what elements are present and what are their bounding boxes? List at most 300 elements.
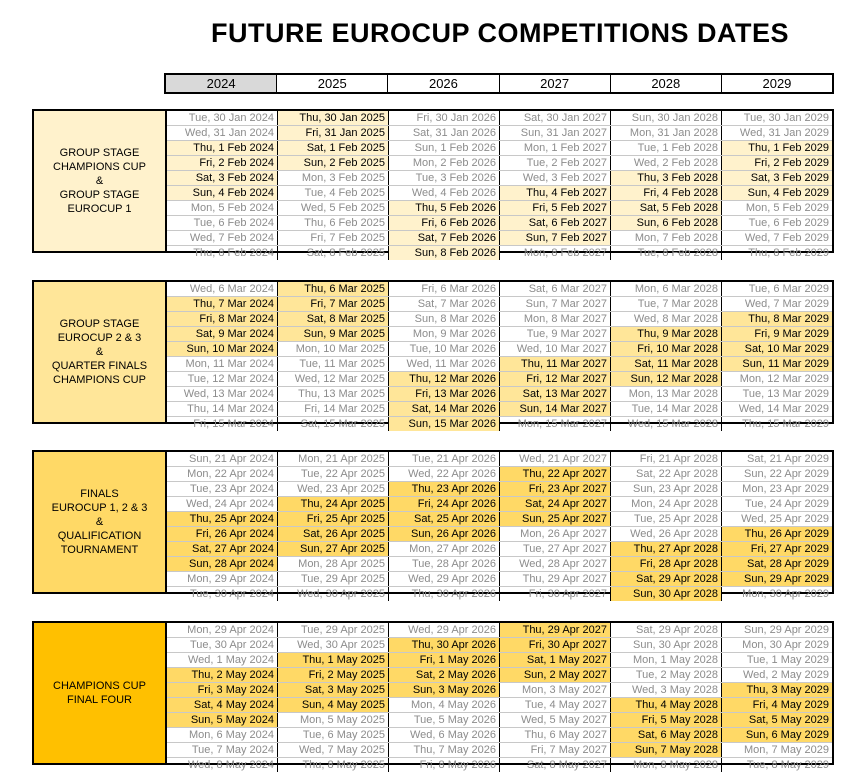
date-cell: Mon, 8 Mar 2027 <box>499 312 610 326</box>
year-2027-header: 2027 <box>499 75 610 92</box>
table-row <box>167 652 832 667</box>
date-cell: Thu, 29 Apr 2027 <box>499 572 610 586</box>
date-cell: Mon, 6 Mar 2028 <box>610 282 721 296</box>
date-cell: Sun, 4 Feb 2024 <box>167 186 277 200</box>
table-row <box>167 541 832 556</box>
date-cell: Sun, 30 Apr 2028 <box>610 587 721 601</box>
table-row <box>167 526 832 541</box>
date-cell: Wed, 3 Feb 2027 <box>499 171 610 185</box>
date-cell: Fri, 23 Apr 2027 <box>499 482 610 496</box>
date-cell: Fri, 5 May 2028 <box>610 713 721 727</box>
date-cell: Sat, 31 Jan 2026 <box>388 126 499 140</box>
date-cell: Tue, 2 Feb 2027 <box>499 156 610 170</box>
date-cell: Tue, 29 Apr 2025 <box>277 623 388 637</box>
table-row <box>167 757 832 772</box>
date-cell: Fri, 5 Feb 2027 <box>499 201 610 215</box>
table-row <box>167 185 832 200</box>
table-row <box>167 111 832 125</box>
date-cell: Thu, 27 Apr 2028 <box>610 542 721 556</box>
table-row <box>167 697 832 712</box>
date-cell: Thu, 1 May 2025 <box>277 653 388 667</box>
date-cell: Mon, 12 Mar 2029 <box>721 372 832 386</box>
table-row <box>167 170 832 185</box>
date-cell: Tue, 25 Apr 2028 <box>610 512 721 526</box>
table-row <box>167 296 832 311</box>
date-cell: Thu, 9 Mar 2028 <box>610 327 721 341</box>
date-cell: Sat, 8 Mar 2025 <box>277 312 388 326</box>
date-cell: Wed, 3 May 2028 <box>610 683 721 697</box>
date-cell: Sun, 28 Apr 2024 <box>167 557 277 571</box>
date-cell: Mon, 30 Apr 2029 <box>721 587 832 601</box>
date-cell: Wed, 24 Apr 2024 <box>186 498 274 510</box>
date-cell: Sat, 27 Apr 2024 <box>167 542 277 556</box>
date-cell: Sun, 30 Apr 2028 <box>610 638 721 652</box>
section-group-stage-eurocup-2-3 <box>32 280 834 430</box>
date-cell: Sun, 4 May 2025 <box>277 698 388 712</box>
date-cell: Tue, 2 May 2028 <box>610 668 721 682</box>
date-cell: Wed, 28 Apr 2027 <box>499 557 610 571</box>
date-cell: Mon, 6 May 2024 <box>189 729 274 741</box>
date-cell: Sun, 2 Feb 2025 <box>277 156 388 170</box>
date-cell: Sun, 29 Apr 2029 <box>721 572 832 586</box>
date-cell: Sat, 1 May 2027 <box>499 653 610 667</box>
table-row <box>167 140 832 155</box>
date-cell: Mon, 8 Feb 2027 <box>499 246 610 260</box>
date-cell: Thu, 23 Apr 2026 <box>388 482 499 496</box>
page-title: FUTURE EUROCUP COMPETITIONS DATES <box>210 18 790 48</box>
date-cell: Thu, 5 Feb 2026 <box>388 201 499 215</box>
date-cell: Sat, 13 Mar 2027 <box>499 387 610 401</box>
date-cell: Sat, 22 Apr 2028 <box>610 467 721 481</box>
date-cell: Fri, 26 Apr 2024 <box>167 527 277 541</box>
date-cell: Tue, 4 May 2027 <box>499 698 610 712</box>
date-cell: Sun, 10 Mar 2024 <box>167 342 277 356</box>
date-cell: Wed, 7 Mar 2029 <box>721 297 832 311</box>
date-cell: Wed, 29 Apr 2026 <box>388 572 499 586</box>
date-cell: Mon, 1 May 2028 <box>610 653 721 667</box>
table-row <box>167 341 832 356</box>
date-cell: Mon, 4 May 2026 <box>388 698 499 712</box>
table-row <box>167 401 832 416</box>
date-cell: Fri, 13 Mar 2026 <box>388 387 499 401</box>
date-cell: Wed, 14 Mar 2029 <box>721 402 832 416</box>
table-row <box>167 386 832 401</box>
section-label: GROUP STAGE CHAMPIONS CUP & GROUP STAGE EUROCUP 1 <box>34 111 167 251</box>
year-2029-header: 2029 <box>721 75 832 92</box>
date-cell: Wed, 22 Apr 2026 <box>388 467 499 481</box>
date-cell: Mon, 10 Mar 2025 <box>277 342 388 356</box>
date-cell: Fri, 6 Feb 2026 <box>388 216 499 230</box>
date-cell: Sun, 7 Feb 2027 <box>499 231 610 245</box>
date-cell: Thu, 11 Mar 2027 <box>499 357 610 371</box>
table-row <box>167 623 832 637</box>
table-row <box>167 466 832 481</box>
date-cell: Sat, 3 May 2025 <box>277 683 388 697</box>
date-cell: Thu, 29 Apr 2027 <box>499 623 610 637</box>
date-cell: Fri, 3 May 2024 <box>167 683 277 697</box>
date-cell: Thu, 4 Feb 2027 <box>499 186 610 200</box>
date-cell: Thu, 3 May 2029 <box>721 683 832 697</box>
date-cell: Mon, 31 Jan 2028 <box>610 126 721 140</box>
date-cell: Wed, 12 Mar 2025 <box>277 372 388 386</box>
date-cell: Mon, 29 Apr 2024 <box>187 573 274 585</box>
date-cell: Sat, 2 May 2026 <box>388 668 499 682</box>
date-cell: Thu, 1 Feb 2024 <box>167 141 277 155</box>
date-cell: Sun, 31 Jan 2027 <box>499 126 610 140</box>
date-cell: Sun, 6 May 2029 <box>721 728 832 742</box>
date-cell: Sat, 8 May 2027 <box>499 758 610 772</box>
date-cell: Fri, 8 Mar 2024 <box>167 312 277 326</box>
year-2024-header: 2024 <box>166 75 276 92</box>
date-cell: Wed, 2 Feb 2028 <box>610 156 721 170</box>
date-cell: Sat, 5 Feb 2028 <box>610 201 721 215</box>
date-cell: Fri, 4 Feb 2028 <box>610 186 721 200</box>
date-cell: Tue, 14 Mar 2028 <box>610 402 721 416</box>
date-cell: Sun, 7 May 2028 <box>610 743 721 757</box>
section-label: GROUP STAGE EUROCUP 2 & 3 & QUARTER FINALS CHAMPIONS CUP <box>34 282 167 422</box>
date-cell: Mon, 29 Apr 2024 <box>187 624 274 636</box>
date-cell: Fri, 24 Apr 2026 <box>388 497 499 511</box>
date-cell: Fri, 2 Feb 2024 <box>167 156 277 170</box>
table-row <box>167 371 832 386</box>
date-cell: Sun, 26 Apr 2026 <box>388 527 499 541</box>
date-cell: Fri, 10 Mar 2028 <box>610 342 721 356</box>
date-grid <box>167 282 832 430</box>
date-cell: Wed, 31 Jan 2024 <box>184 127 274 139</box>
date-cell: Tue, 29 Apr 2025 <box>277 572 388 586</box>
table-row <box>167 511 832 526</box>
year-header <box>164 73 834 94</box>
table-row <box>167 230 832 245</box>
date-cell: Thu, 7 Mar 2024 <box>167 297 277 311</box>
date-cell: Wed, 4 Feb 2026 <box>388 186 499 200</box>
date-grid <box>167 111 832 259</box>
date-cell: Tue, 30 Apr 2024 <box>190 639 274 651</box>
date-cell: Tue, 8 May 2029 <box>721 758 832 772</box>
table-row <box>167 245 832 260</box>
date-cell: Tue, 5 May 2026 <box>388 713 499 727</box>
date-cell: Fri, 7 Feb 2025 <box>277 231 388 245</box>
date-cell: Mon, 5 Feb 2024 <box>190 202 274 214</box>
date-cell: Fri, 27 Apr 2029 <box>721 542 832 556</box>
table-row <box>167 452 832 466</box>
date-cell: Fri, 2 Feb 2029 <box>721 156 832 170</box>
date-cell: Wed, 25 Apr 2029 <box>721 512 832 526</box>
date-cell: Sun, 11 Mar 2029 <box>721 357 832 371</box>
date-cell: Fri, 30 Apr 2027 <box>499 638 610 652</box>
table-row <box>167 682 832 697</box>
date-cell: Sat, 3 Feb 2029 <box>721 171 832 185</box>
date-cell: Sat, 25 Apr 2026 <box>388 512 499 526</box>
date-cell: Fri, 8 May 2026 <box>388 758 499 772</box>
table-row <box>167 282 832 296</box>
date-cell: Sun, 12 Mar 2028 <box>610 372 721 386</box>
date-cell: Sat, 14 Mar 2026 <box>388 402 499 416</box>
date-cell: Sat, 4 May 2024 <box>167 698 277 712</box>
date-cell: Thu, 1 Feb 2029 <box>721 141 832 155</box>
date-cell: Sat, 7 Feb 2026 <box>388 231 499 245</box>
date-grid <box>167 452 832 600</box>
date-cell: Sun, 29 Apr 2029 <box>721 623 832 637</box>
date-cell: Sat, 10 Mar 2029 <box>721 342 832 356</box>
date-cell: Sun, 14 Mar 2027 <box>499 402 610 416</box>
date-cell: Sat, 15 Mar 2025 <box>277 417 388 431</box>
date-cell: Mon, 13 Mar 2028 <box>610 387 721 401</box>
date-cell: Mon, 5 Feb 2029 <box>721 201 832 215</box>
date-cell: Fri, 9 Mar 2029 <box>721 327 832 341</box>
date-cell: Sat, 24 Apr 2027 <box>499 497 610 511</box>
date-cell: Tue, 30 Apr 2024 <box>190 588 274 600</box>
date-cell: Mon, 24 Apr 2028 <box>610 497 721 511</box>
date-cell: Fri, 31 Jan 2025 <box>277 126 388 140</box>
date-cell: Wed, 31 Jan 2029 <box>721 126 832 140</box>
date-cell: Tue, 1 May 2029 <box>721 653 832 667</box>
date-cell: Sun, 8 Mar 2026 <box>388 312 499 326</box>
date-cell: Sun, 7 Mar 2027 <box>499 297 610 311</box>
date-cell: Mon, 21 Apr 2025 <box>277 452 388 466</box>
date-cell: Thu, 13 Mar 2025 <box>277 387 388 401</box>
date-cell: Wed, 8 Mar 2028 <box>610 312 721 326</box>
date-cell: Thu, 15 Mar 2029 <box>721 417 832 431</box>
date-cell: Mon, 1 Feb 2027 <box>499 141 610 155</box>
table-row <box>167 571 832 586</box>
date-cell: Sat, 7 Mar 2026 <box>388 297 499 311</box>
date-cell: Thu, 25 Apr 2024 <box>167 512 277 526</box>
date-cell: Fri, 12 Mar 2027 <box>499 372 610 386</box>
table-row <box>167 712 832 727</box>
date-cell: Tue, 7 Mar 2028 <box>610 297 721 311</box>
date-cell: Fri, 1 May 2026 <box>388 653 499 667</box>
table-row <box>167 556 832 571</box>
date-cell: Wed, 6 Mar 2024 <box>189 283 274 295</box>
date-cell: Thu, 8 Mar 2029 <box>721 312 832 326</box>
date-cell: Tue, 10 Mar 2026 <box>388 342 499 356</box>
date-cell: Fri, 2 May 2025 <box>277 668 388 682</box>
date-cell: Wed, 26 Apr 2028 <box>610 527 721 541</box>
date-cell: Fri, 14 Mar 2025 <box>277 402 388 416</box>
date-cell: Tue, 11 Mar 2025 <box>277 357 388 371</box>
date-cell: Wed, 29 Apr 2026 <box>388 623 499 637</box>
table-row <box>167 481 832 496</box>
date-cell: Thu, 2 May 2024 <box>167 668 277 682</box>
date-cell: Sat, 30 Jan 2027 <box>499 111 610 125</box>
date-cell: Thu, 3 Feb 2028 <box>610 171 721 185</box>
date-cell: Mon, 9 Mar 2026 <box>388 327 499 341</box>
date-cell: Mon, 3 Feb 2025 <box>277 171 388 185</box>
date-cell: Tue, 4 Feb 2025 <box>277 186 388 200</box>
date-cell: Wed, 30 Apr 2025 <box>277 587 388 601</box>
table-row <box>167 742 832 757</box>
date-cell: Sat, 6 May 2028 <box>610 728 721 742</box>
date-cell: Wed, 2 May 2029 <box>721 668 832 682</box>
date-cell: Tue, 1 Feb 2028 <box>610 141 721 155</box>
date-cell: Wed, 21 Apr 2027 <box>499 452 610 466</box>
date-cell: Thu, 6 May 2027 <box>499 728 610 742</box>
date-cell: Tue, 23 Apr 2024 <box>190 483 274 495</box>
date-cell: Tue, 12 Mar 2024 <box>187 373 274 385</box>
table-row <box>167 667 832 682</box>
table-row <box>167 200 832 215</box>
date-cell: Mon, 2 Feb 2026 <box>388 156 499 170</box>
date-cell: Wed, 7 Feb 2024 <box>189 232 274 244</box>
date-cell: Fri, 30 Jan 2026 <box>388 111 499 125</box>
date-cell: Fri, 21 Apr 2028 <box>610 452 721 466</box>
date-cell: Thu, 14 Mar 2024 <box>187 403 274 415</box>
date-cell: Sun, 1 Feb 2026 <box>388 141 499 155</box>
table-row <box>167 311 832 326</box>
date-cell: Fri, 4 May 2029 <box>721 698 832 712</box>
date-cell: Mon, 5 May 2025 <box>277 713 388 727</box>
date-cell: Mon, 11 Mar 2024 <box>185 358 274 370</box>
date-cell: Fri, 15 Mar 2024 <box>193 418 274 430</box>
table-row <box>167 637 832 652</box>
date-cell: Wed, 7 May 2025 <box>277 743 388 757</box>
date-cell: Wed, 11 Mar 2026 <box>388 357 499 371</box>
section-label: CHAMPIONS CUP FINAL FOUR <box>34 623 167 763</box>
date-cell: Sun, 6 Feb 2028 <box>610 216 721 230</box>
table-row <box>167 727 832 742</box>
date-cell: Thu, 30 Jan 2025 <box>277 111 388 125</box>
date-cell: Fri, 28 Apr 2028 <box>610 557 721 571</box>
date-cell: Sat, 26 Apr 2025 <box>277 527 388 541</box>
table-row <box>167 586 832 601</box>
date-cell: Tue, 13 Mar 2029 <box>721 387 832 401</box>
date-cell: Sat, 1 Feb 2025 <box>277 141 388 155</box>
section-group-stage-champions-cup <box>32 109 834 259</box>
date-cell: Sat, 11 Mar 2028 <box>610 357 721 371</box>
date-cell: Wed, 23 Apr 2025 <box>277 482 388 496</box>
date-cell: Sat, 5 May 2029 <box>721 713 832 727</box>
table-row <box>167 356 832 371</box>
date-cell: Sun, 23 Apr 2028 <box>610 482 721 496</box>
date-cell: Thu, 12 Mar 2026 <box>388 372 499 386</box>
section-champions-cup-final-four <box>32 621 834 771</box>
date-cell: Mon, 26 Apr 2027 <box>499 527 610 541</box>
date-cell: Sun, 8 Feb 2026 <box>388 246 499 260</box>
date-cell: Fri, 7 Mar 2025 <box>277 297 388 311</box>
date-cell: Wed, 13 Mar 2024 <box>183 388 274 400</box>
date-cell: Mon, 8 May 2028 <box>610 758 721 772</box>
date-cell: Mon, 3 May 2027 <box>499 683 610 697</box>
date-cell: Sun, 22 Apr 2029 <box>721 467 832 481</box>
date-cell: Wed, 30 Apr 2025 <box>277 638 388 652</box>
date-cell: Thu, 7 May 2026 <box>388 743 499 757</box>
date-cell: Thu, 6 Mar 2025 <box>277 282 388 296</box>
date-cell: Tue, 28 Apr 2026 <box>388 557 499 571</box>
date-cell: Sun, 3 May 2026 <box>388 683 499 697</box>
date-cell: Sat, 29 Apr 2028 <box>610 572 721 586</box>
date-cell: Wed, 1 May 2024 <box>187 654 274 666</box>
date-cell: Sun, 4 Feb 2029 <box>721 186 832 200</box>
date-cell: Sun, 15 Mar 2026 <box>388 417 499 431</box>
date-cell: Sun, 25 Apr 2027 <box>499 512 610 526</box>
date-cell: Fri, 6 Mar 2026 <box>388 282 499 296</box>
date-cell: Wed, 7 Feb 2029 <box>721 231 832 245</box>
date-cell: Tue, 7 May 2024 <box>191 744 274 756</box>
date-cell: Sun, 30 Jan 2028 <box>610 111 721 125</box>
date-cell: Sun, 27 Apr 2025 <box>277 542 388 556</box>
table-row <box>167 155 832 170</box>
date-cell: Tue, 24 Apr 2029 <box>721 497 832 511</box>
date-cell: Thu, 22 Apr 2027 <box>499 467 610 481</box>
date-cell: Thu, 4 May 2028 <box>610 698 721 712</box>
date-cell: Tue, 9 Mar 2027 <box>499 327 610 341</box>
date-cell: Sat, 28 Apr 2029 <box>721 557 832 571</box>
date-cell: Tue, 6 Feb 2029 <box>721 216 832 230</box>
date-cell: Thu, 24 Apr 2025 <box>277 497 388 511</box>
date-cell: Sat, 9 Mar 2024 <box>167 327 277 341</box>
date-cell: Fri, 30 Apr 2027 <box>499 587 610 601</box>
date-cell: Tue, 30 Jan 2024 <box>188 112 274 124</box>
table-row <box>167 215 832 230</box>
date-cell: Wed, 5 Feb 2025 <box>277 201 388 215</box>
table-row <box>167 326 832 341</box>
section-finals-eurocup <box>32 450 834 600</box>
date-cell: Sat, 21 Apr 2029 <box>721 452 832 466</box>
date-cell: Tue, 3 Feb 2026 <box>388 171 499 185</box>
date-cell: Mon, 28 Apr 2025 <box>277 557 388 571</box>
date-cell: Mon, 30 Apr 2029 <box>721 638 832 652</box>
date-cell: Tue, 27 Apr 2027 <box>499 542 610 556</box>
date-cell: Wed, 15 Mar 2028 <box>610 417 721 431</box>
date-cell: Tue, 6 Feb 2024 <box>193 217 274 229</box>
date-cell: Thu, 6 Feb 2025 <box>277 216 388 230</box>
date-cell: Fri, 25 Apr 2025 <box>277 512 388 526</box>
date-cell: Thu, 26 Apr 2029 <box>721 527 832 541</box>
year-2028-header: 2028 <box>610 75 721 92</box>
date-cell: Thu, 30 Apr 2026 <box>388 587 499 601</box>
date-cell: Tue, 6 Mar 2029 <box>721 282 832 296</box>
date-cell: Sat, 3 Feb 2024 <box>167 171 277 185</box>
date-cell: Sat, 8 Feb 2025 <box>277 246 388 260</box>
date-cell: Mon, 22 Apr 2024 <box>187 468 274 480</box>
date-cell: Wed, 10 Mar 2027 <box>499 342 610 356</box>
date-cell: Mon, 15 Mar 2027 <box>499 417 610 431</box>
date-cell: Sun, 21 Apr 2024 <box>188 453 274 465</box>
table-row <box>167 125 832 140</box>
date-cell: Tue, 22 Apr 2025 <box>277 467 388 481</box>
date-grid <box>167 623 832 771</box>
date-cell: Thu, 8 May 2025 <box>277 758 388 772</box>
date-cell: Sun, 5 May 2024 <box>167 713 277 727</box>
date-cell: Sat, 6 Mar 2027 <box>499 282 610 296</box>
date-cell: Thu, 8 Feb 2024 <box>193 247 274 259</box>
date-cell: Thu, 8 Feb 2029 <box>721 246 832 260</box>
date-cell: Mon, 27 Apr 2026 <box>388 542 499 556</box>
date-cell: Mon, 7 May 2029 <box>721 743 832 757</box>
date-cell: Sun, 9 Mar 2025 <box>277 327 388 341</box>
date-cell: Wed, 6 May 2026 <box>388 728 499 742</box>
date-cell: Sat, 6 Feb 2027 <box>499 216 610 230</box>
date-cell: Tue, 21 Apr 2026 <box>388 452 499 466</box>
date-cell: Sat, 29 Apr 2028 <box>610 623 721 637</box>
year-2026-header: 2026 <box>387 75 498 92</box>
date-cell: Tue, 30 Jan 2029 <box>721 111 832 125</box>
table-row <box>167 416 832 431</box>
date-cell: Mon, 23 Apr 2029 <box>721 482 832 496</box>
date-cell: Tue, 6 May 2025 <box>277 728 388 742</box>
year-2025-header: 2025 <box>276 75 387 92</box>
section-label: FINALS EUROCUP 1, 2 & 3 & QUALIFICATION TOURNAMENT <box>34 452 167 592</box>
date-cell: Mon, 7 Feb 2028 <box>610 231 721 245</box>
date-cell: Tue, 8 Feb 2028 <box>610 246 721 260</box>
date-cell: Fri, 7 May 2027 <box>499 743 610 757</box>
date-cell: Wed, 8 May 2024 <box>187 759 274 771</box>
date-cell: Wed, 5 May 2027 <box>499 713 610 727</box>
date-cell: Thu, 30 Apr 2026 <box>388 638 499 652</box>
table-row <box>167 496 832 511</box>
date-cell: Sun, 2 May 2027 <box>499 668 610 682</box>
